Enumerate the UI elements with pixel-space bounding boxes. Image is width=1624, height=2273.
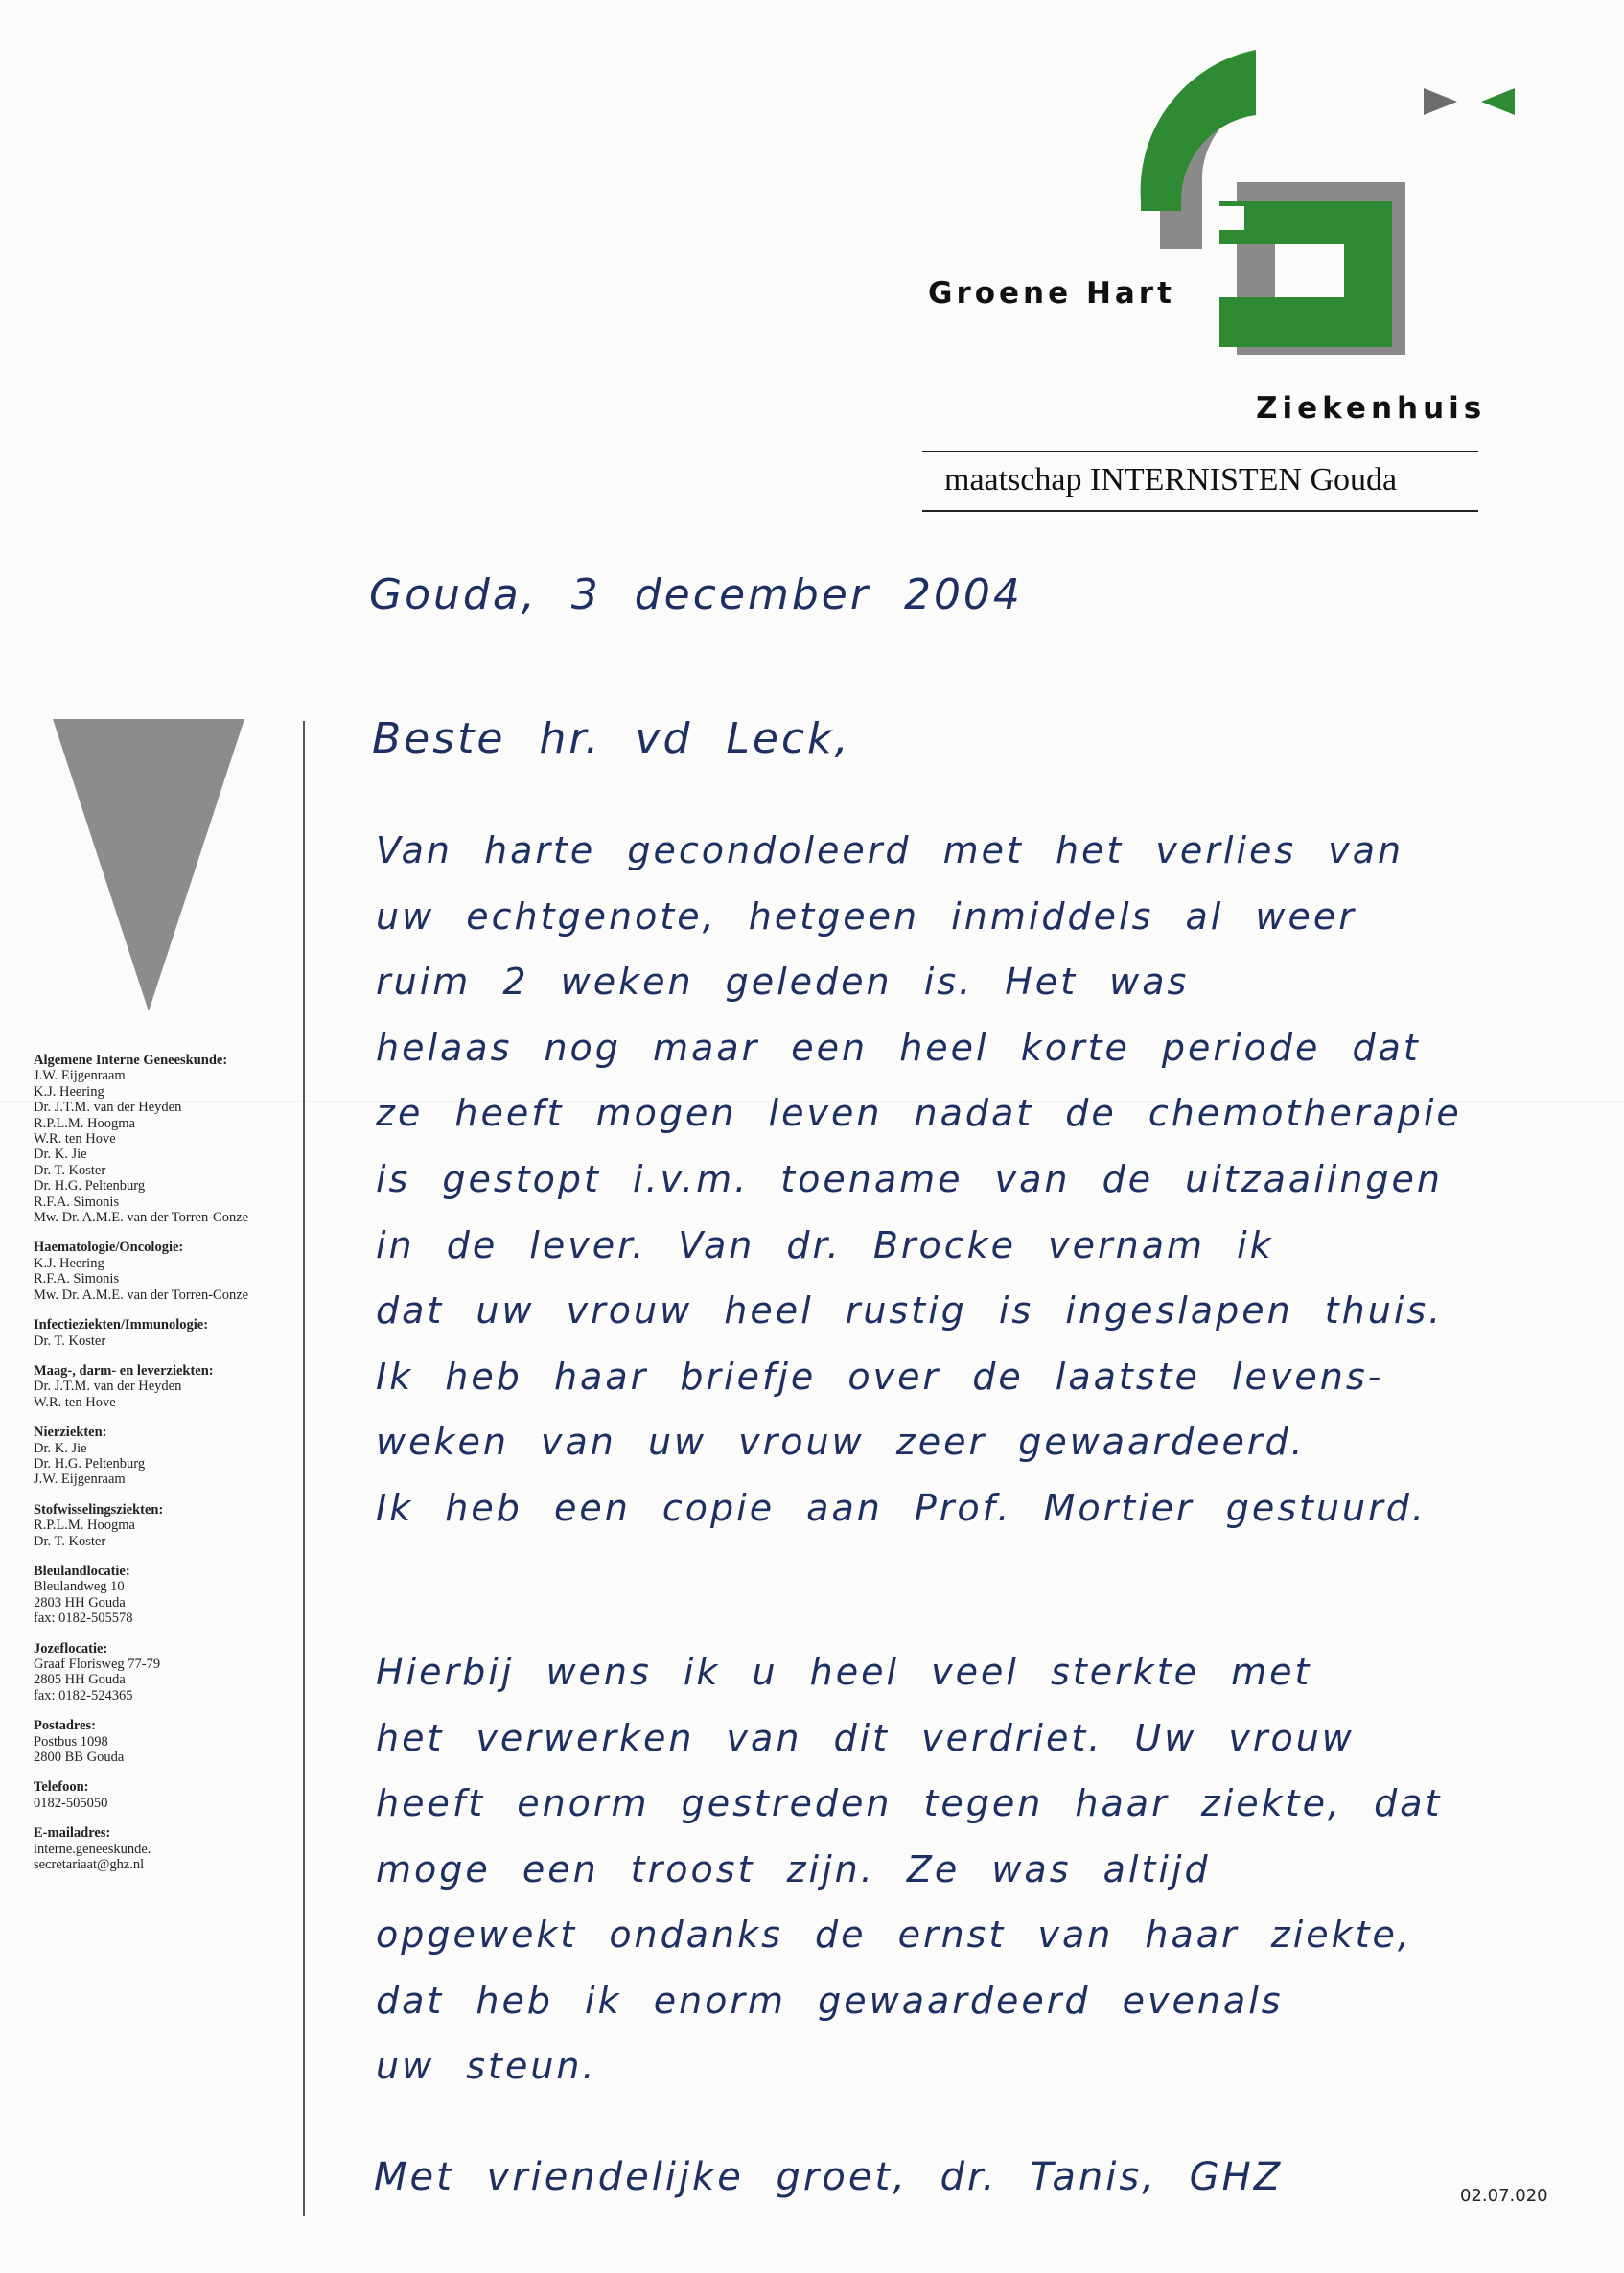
letter-line: ruim 2 weken geleden is. Het was [376,961,1190,1004]
sidebar-line: Dr. H.G. Peltenburg [34,1455,146,1472]
department-name: maatschap INTERNISTEN Gouda [944,462,1398,498]
letter-line: moge een troost zijn. Ze was altijd [376,1847,1211,1890]
letter-line: dat heb ik enorm gewaardeerd evenals [376,1979,1284,2022]
letter-date: Gouda, 3 december 2004 [369,570,1023,619]
brand-name-top: Groene Hart [928,276,1175,311]
sidebar-line: interne.geneeskunde. [34,1841,151,1857]
sidebar-group [34,1502,297,1549]
letter-signoff: Met vriendelijke groet, dr. Tanis, GHZ [374,2155,1284,2199]
letter-line: uw steun. [376,2045,597,2087]
brand-name-bottom: Ziekenhuis [1256,391,1487,426]
sidebar-line: 2803 HH Gouda [34,1594,126,1611]
hospital-logo-icon [1131,38,1534,364]
letter-line: Ik heb een copie aan Prof. Mortier gestuurd. [376,1487,1427,1529]
sidebar-group [34,1363,297,1410]
sidebar-line: Dr. T. Koster [34,1162,106,1178]
sidebar-line: Dr. H.G. Peltenburg [34,1178,146,1194]
sidebar-divider [303,721,305,2216]
sidebar-group [34,1641,297,1705]
letter-line: Van harte gecondoleerd met het verlies van [376,829,1404,871]
staff-sidebar [34,1053,297,1887]
sidebar-line: fax: 0182-505578 [34,1611,133,1627]
letter-line: Ik heb haar briefje over de laatste levens- [376,1355,1384,1398]
sidebar-line: Mw. Dr. A.M.E. van der Torren-Conze [34,1210,249,1226]
sidebar-group [34,1779,297,1811]
sidebar-group-heading: Telefoon: [34,1779,89,1796]
sidebar-line: Postbus 1098 [34,1733,108,1750]
sidebar-group-heading: Jozeflocatie: [34,1640,108,1657]
letter-line: dat uw vrouw heel rustig is ingeslapen thuis. [376,1289,1444,1333]
sidebar-group-heading: Infectieziekten/Immunologie: [34,1317,209,1334]
sidebar-line: J.W. Eijgenraam [34,1472,126,1488]
sidebar-line: Dr. T. Koster [34,1333,106,1349]
sidebar-group-heading: Stofwisselingsziekten: [34,1501,164,1518]
sidebar-group-heading: Nierziekten: [34,1425,107,1441]
sidebar-line: Dr. K. Jie [34,1440,87,1456]
sidebar-group [34,1718,297,1765]
letter-greeting: Beste hr. vd Leck, [372,714,851,763]
sidebar-line: 2800 BB Gouda [34,1750,125,1766]
sidebar-line: Dr. J.T.M. van der Heyden [34,1379,182,1395]
sidebar-group-heading: Postadres: [34,1718,96,1734]
sidebar-group-heading: Bleulandlocatie: [34,1563,130,1579]
letter-line: Hierbij wens ik u heel veel sterkte met [376,1651,1312,1693]
sidebar-line: R.P.L.M. Hoogma [34,1518,135,1534]
sidebar-group [34,1240,297,1303]
letter-line: ze heeft mogen leven nadat de chemotherapie [376,1092,1462,1135]
letter-line: in de lever. Van dr. Brocke vernam ik [376,1223,1274,1266]
sidebar-group-heading: Algemene Interne Geneeskunde: [34,1053,228,1068]
sidebar-line: R.F.A. Simonis [34,1271,120,1287]
sidebar-group [34,1317,297,1349]
sidebar-line: W.R. ten Hove [34,1394,116,1410]
sidebar-line: 0182-505050 [34,1795,108,1811]
sidebar-line: K.J. Heering [34,1083,104,1100]
sidebar-line: K.J. Heering [34,1255,104,1271]
letter-line: helaas nog maar een heel korte periode dat [376,1026,1421,1069]
letter-line: opgewekt ondanks de ernst van haar ziekte, [376,1913,1413,1956]
letter-line: heeft enorm gestreden tegen haar ziekte, dat [376,1782,1443,1824]
sidebar-line: J.W. Eijgenraam [34,1068,126,1084]
sidebar-line: Bleulandweg 10 [34,1579,125,1595]
sidebar-line: fax: 0182-524365 [34,1687,133,1704]
sidebar-line: 2805 HH Gouda [34,1672,126,1688]
sidebar-line: secretariaat@ghz.nl [34,1857,145,1873]
sidebar-line: R.P.L.M. Hoogma [34,1115,135,1131]
sidebar-group-heading: E-mailadres: [34,1825,111,1842]
sidebar-line: Graaf Florisweg 77-79 [34,1657,161,1672]
sidebar-line: Dr. K. Jie [34,1147,87,1163]
sidebar-group-heading: Haematologie/Oncologie: [34,1240,184,1256]
letter-line: uw echtgenote, hetgeen inmiddels al weer [376,894,1357,938]
sidebar-line: R.F.A. Simonis [34,1194,120,1210]
sidebar-group [34,1564,297,1627]
sidebar-line: Mw. Dr. A.M.E. van der Torren-Conze [34,1287,249,1303]
sidebar-line: Dr. J.T.M. van der Heyden [34,1100,182,1116]
department-bottom-rule [922,510,1478,512]
form-code: 02.07.020 [1460,2186,1548,2206]
sidebar-group [34,1425,297,1488]
triangle-emblem-icon [53,719,244,1011]
letter-line: is gestopt i.v.m. toename van de uitzaaiingen [376,1158,1443,1200]
sidebar-line: W.R. ten Hove [34,1131,116,1148]
letter-line: het verwerken van dit verdriet. Uw vrouw [376,1716,1355,1759]
sidebar-group-heading: Maag-, darm- en leverziekten: [34,1362,214,1379]
sidebar-group [34,1053,297,1225]
department-top-rule [922,451,1478,452]
sidebar-group [34,1825,297,1872]
letter-line: weken van uw vrouw zeer gewaardeerd. [376,1421,1306,1464]
sidebar-line: Dr. T. Koster [34,1533,106,1549]
